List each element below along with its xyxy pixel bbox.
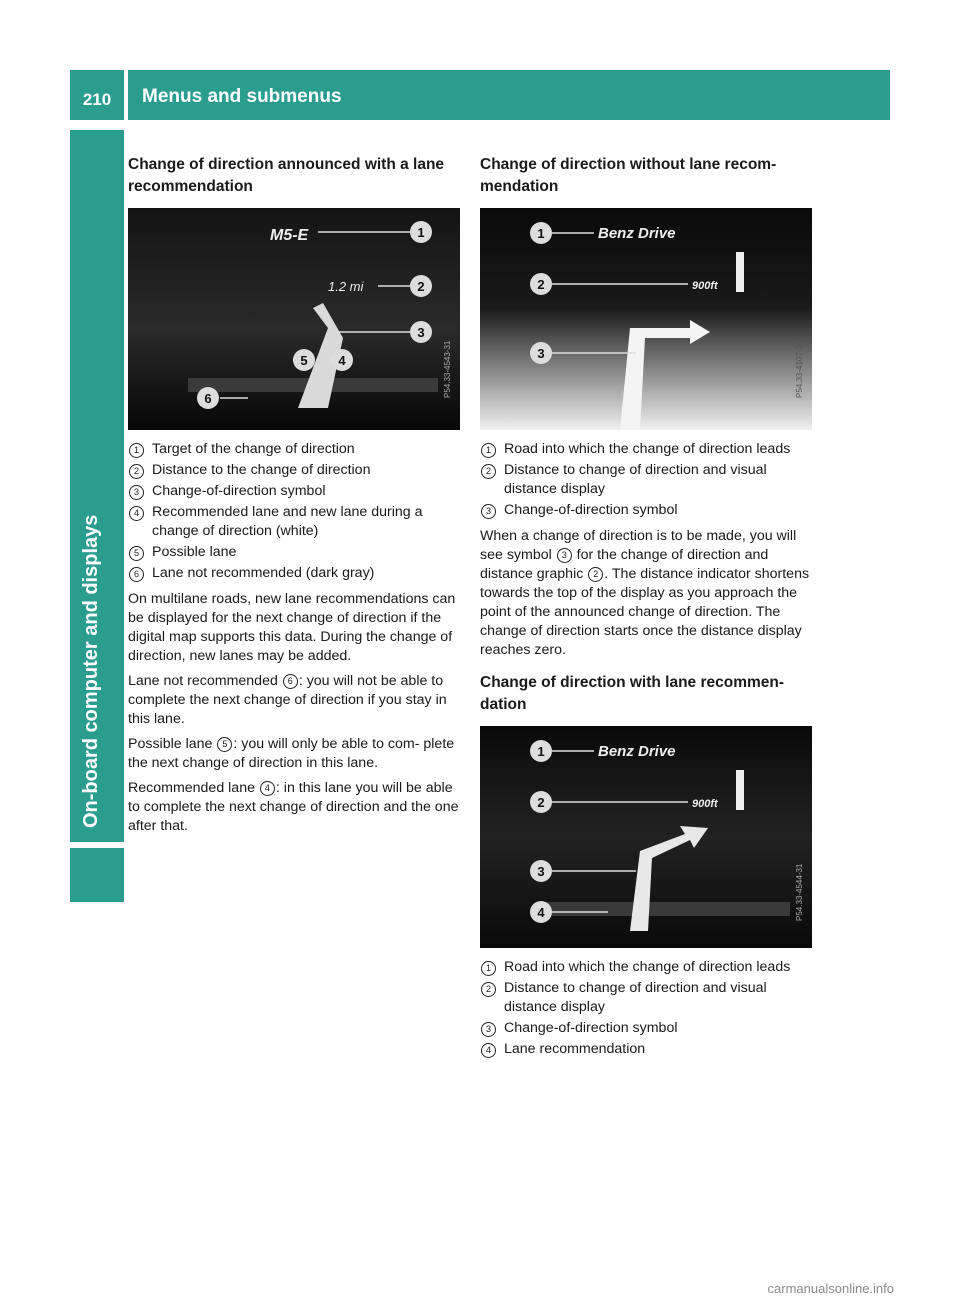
callout-4 bbox=[530, 901, 552, 923]
svg-text:3: 3 bbox=[537, 864, 545, 879]
legend-item: 4 Lane recommendation bbox=[480, 1040, 812, 1059]
svg-text:5: 5 bbox=[300, 353, 308, 368]
distance-bar bbox=[736, 770, 744, 810]
paragraph: On multilane roads, new lane recommendations can be displayed for the next change of direction if the digital map supports this data. During the change of direction, new lanes may be added. bbox=[128, 591, 456, 664]
callout-3 bbox=[410, 321, 432, 343]
svg-text:1: 1 bbox=[537, 226, 545, 241]
legend-item: 2 Distance to the change of direction bbox=[128, 461, 460, 480]
left-heading: Change of direction announced with a lane recommendation bbox=[128, 156, 445, 195]
paragraph: Possible lane 5 : you will only be able to com- plete the next change of direction in this lane. bbox=[128, 736, 455, 771]
target-label: M5-E bbox=[270, 227, 309, 244]
figure-code: P54.33-4544-31 bbox=[795, 863, 804, 921]
legend-item: 3 Change-of-direction symbol bbox=[480, 501, 812, 520]
callout-2 bbox=[530, 791, 552, 813]
watermark: carmanualsonline.info bbox=[767, 1281, 894, 1296]
sidebar-block bbox=[70, 848, 124, 902]
svg-text:3: 3 bbox=[537, 346, 545, 361]
callout-5 bbox=[293, 349, 315, 371]
section-title: Menus and submenus bbox=[128, 70, 890, 120]
legend-item: 2 Distance to change of direction and visual distance display bbox=[480, 979, 812, 1017]
road-label: Benz Drive bbox=[598, 225, 676, 242]
legend-item: 6 Lane not recommended (dark gray) bbox=[128, 564, 460, 583]
legend-item: 3 Change-of-direction symbol bbox=[480, 1019, 812, 1038]
figure-code: P54.33-4543-31 bbox=[443, 340, 452, 398]
paragraph: Lane not recommended 6 : you will not be able to complete the next change of direction if you stay in this lane. bbox=[128, 673, 447, 727]
svg-text:4: 4 bbox=[338, 353, 346, 368]
svg-text:6: 6 bbox=[204, 391, 212, 406]
legend-item: 4 Recommended lane and new lane during a change of direction (white) bbox=[128, 503, 460, 541]
figure-code: P54.33-4107-31 bbox=[795, 340, 804, 398]
svg-text:1: 1 bbox=[417, 225, 425, 240]
distance-label: 900ft bbox=[692, 798, 718, 810]
callout-2 bbox=[410, 275, 432, 297]
paragraph: When a change of direction is to be made, you will see symbol 3 for the change of direction and distance graphic 2 . The distance indicator shortens towards the top of the display as you approach the point of the announced change of direction. The change of direction starts once the distance display reaches zero. bbox=[480, 528, 810, 658]
left-column bbox=[128, 154, 460, 842]
figure-graphic bbox=[128, 208, 460, 430]
legend-left bbox=[128, 440, 460, 583]
right-heading-1: Change of direction without lane recom- mendation bbox=[480, 156, 777, 195]
figure-graphic bbox=[480, 726, 812, 948]
legend-item: 5 Possible lane bbox=[128, 543, 460, 562]
callout-1 bbox=[530, 222, 552, 244]
paragraph: Recommended lane 4 : in this lane you will be able to complete the next change of direction and the one after that. bbox=[128, 780, 459, 834]
distance-bar bbox=[736, 252, 744, 292]
callout-1 bbox=[410, 221, 432, 243]
legend-item: 1 Road into which the change of direction leads bbox=[480, 958, 812, 977]
svg-text:2: 2 bbox=[417, 279, 425, 294]
distance-label: 1.2 mi bbox=[328, 279, 364, 294]
callout-3 bbox=[530, 860, 552, 882]
svg-text:2: 2 bbox=[537, 277, 545, 292]
callout-3 bbox=[530, 342, 552, 364]
distance-label: 900ft bbox=[692, 280, 718, 292]
right-column bbox=[480, 154, 812, 1066]
figure-no-lane-recommendation bbox=[480, 208, 812, 430]
figure-with-lane-recommendation bbox=[480, 726, 812, 948]
page-number: 210 bbox=[70, 70, 124, 120]
callout-6 bbox=[197, 387, 219, 409]
svg-text:3: 3 bbox=[417, 325, 425, 340]
legend-item: 1 Road into which the change of direction leads bbox=[480, 440, 812, 459]
legend-item: 2 Distance to change of direction and visual distance display bbox=[480, 461, 812, 499]
right-heading-2: Change of direction with lane recommen- dation bbox=[480, 674, 785, 713]
legend-right-2 bbox=[480, 958, 812, 1059]
callout-4 bbox=[331, 349, 353, 371]
figure-graphic bbox=[480, 208, 812, 430]
sidebar-label: On-board computer and displays bbox=[80, 514, 102, 828]
callout-2 bbox=[530, 273, 552, 295]
road-label: Benz Drive bbox=[598, 743, 676, 760]
legend-item: 3 Change-of-direction symbol bbox=[128, 482, 460, 501]
svg-text:2: 2 bbox=[537, 795, 545, 810]
svg-text:4: 4 bbox=[537, 905, 545, 920]
svg-text:1: 1 bbox=[537, 744, 545, 759]
lane-strip bbox=[540, 902, 790, 916]
legend-item: 1 Target of the change of direction bbox=[128, 440, 460, 459]
legend-right-1 bbox=[480, 440, 812, 520]
callout-1 bbox=[530, 740, 552, 762]
figure-lane-recommendation bbox=[128, 208, 460, 430]
